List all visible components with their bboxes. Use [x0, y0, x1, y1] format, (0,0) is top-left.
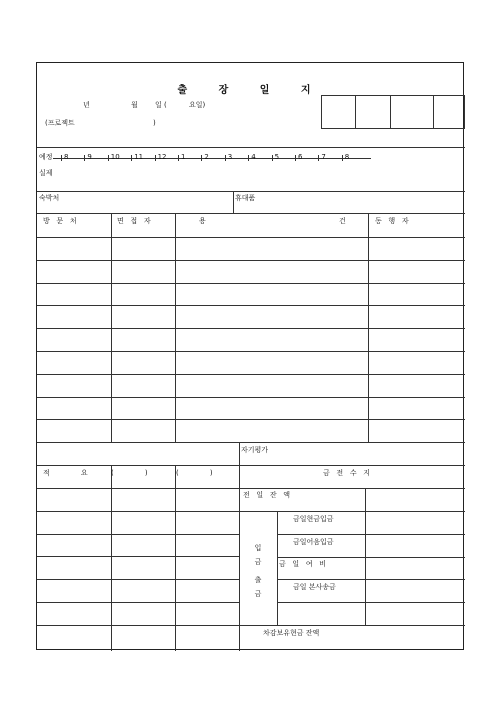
schedule-hour-label: 1 [181, 153, 186, 161]
summary-paren-2: ( ) [176, 469, 213, 477]
form-title: 출 장 일 지 [177, 85, 325, 96]
expense-prev-balance: 전 일 잔 액 [243, 491, 291, 499]
schedule-hour-label: 11 [134, 153, 144, 161]
header-business-right: 건 [339, 217, 346, 225]
weekday-label: 요일) [189, 101, 206, 109]
expense-left-line [239, 465, 240, 651]
header-visit-place: 방 문 처 [43, 217, 77, 225]
schedule-tick [201, 155, 202, 161]
self-eval-divider [239, 443, 240, 465]
balance-top-line [37, 625, 465, 626]
project-label: (프로젝트 [45, 119, 75, 127]
schedule-hour-label: 5 [274, 153, 280, 161]
travel-log-form [36, 62, 464, 650]
lower-row-line [37, 602, 239, 603]
schedule-tick [295, 155, 296, 161]
expense-row-2: 금일어음입금 [293, 538, 334, 546]
expense-row-line [277, 534, 465, 535]
prev-balance-line [239, 511, 465, 512]
actual-label: 실제 [39, 169, 53, 177]
schedule-hour-label: 2 [204, 153, 209, 161]
schedule-tick [225, 155, 226, 161]
header-companion: 동 행 자 [375, 217, 409, 225]
self-eval-label: 자기평가 [241, 446, 269, 454]
schedule-tick [108, 155, 109, 161]
expense-row-1: 금일현금입금 [293, 515, 334, 523]
header-business-left: 용 [199, 217, 206, 225]
year-label: 년 [83, 101, 90, 109]
schedule-hour-label: 12 [157, 153, 167, 161]
visit-col-line [368, 213, 369, 443]
schedule-hour-label: 3 [227, 153, 233, 161]
expense-vertical-divider [277, 511, 278, 625]
summary-top-line [37, 465, 465, 466]
expense-row-line [277, 602, 465, 603]
schedule-tick [131, 155, 132, 161]
summary-bottom-line [37, 488, 465, 489]
schedule-tick [248, 155, 249, 161]
visit-row-line [37, 305, 465, 306]
schedule-hour-label: 10 [110, 153, 120, 161]
day-label: 일 ( [155, 101, 167, 109]
plan-label: 예정 [39, 153, 53, 161]
schedule-tick [84, 155, 85, 161]
expense-row-line [277, 557, 465, 558]
expense-row-4: 금일 본사송금 [293, 583, 336, 591]
visit-row-line [37, 374, 465, 375]
lower-row-line [37, 579, 239, 580]
expense-balance: 차감보유현금 잔액 [263, 629, 320, 637]
summary-label: 적 요 [43, 469, 88, 477]
summary-col-line [111, 465, 112, 651]
visit-row-line [37, 260, 465, 261]
header-divider [37, 147, 465, 148]
visit-header-line [37, 237, 465, 238]
schedule-tick [178, 155, 179, 161]
schedule-hour-label: 8 [64, 153, 69, 161]
approval-divider [433, 95, 434, 129]
visit-row-line [37, 328, 465, 329]
lodging-bottom-line [37, 213, 465, 214]
approval-box[interactable] [321, 95, 465, 129]
project-close: ) [153, 119, 156, 127]
schedule-tick [318, 155, 319, 161]
visit-row-line [37, 351, 465, 352]
visit-row-line [37, 283, 465, 284]
schedule-hour-label: 4 [251, 153, 256, 161]
header-interviewee: 면 접 자 [117, 217, 151, 225]
schedule-hour-label: 8 [344, 153, 350, 161]
expense-row-3: 금 일 여 비 [279, 560, 327, 568]
schedule-hour-label: 7 [321, 153, 326, 161]
schedule-tick [272, 155, 273, 161]
expense-row-line [277, 579, 465, 580]
approval-divider [355, 95, 356, 129]
month-label: 월 [131, 101, 138, 109]
lower-row-line [37, 511, 239, 512]
expense-vertical-2: 금 [254, 558, 262, 566]
items-label: 휴대품 [235, 194, 256, 202]
schedule-tick [155, 155, 156, 161]
visit-row-line [37, 397, 465, 398]
lower-row-line [37, 534, 239, 535]
lodging-divider [233, 191, 234, 213]
schedule-tick [61, 155, 62, 161]
expense-vertical-1: 입 [254, 544, 262, 552]
approval-divider [390, 95, 391, 129]
schedule-hour-label: 6 [298, 153, 303, 161]
expense-header: 금 전 수 지 [323, 469, 371, 477]
visit-row-line [37, 419, 465, 420]
schedule-tick [342, 155, 343, 161]
visit-row-line [37, 442, 465, 443]
expense-vertical-4: 금 [254, 590, 262, 598]
expense-vertical-3: 출 [254, 576, 262, 584]
schedule-hour-label: 9 [87, 153, 92, 161]
schedule-divider [37, 191, 465, 192]
lower-row-line [37, 556, 239, 557]
visit-col-line [111, 213, 112, 443]
visit-col-line [175, 213, 176, 443]
lodging-label: 숙박처 [39, 194, 60, 202]
summary-paren-1: ( ) [111, 469, 148, 477]
summary-col-line [175, 465, 176, 651]
